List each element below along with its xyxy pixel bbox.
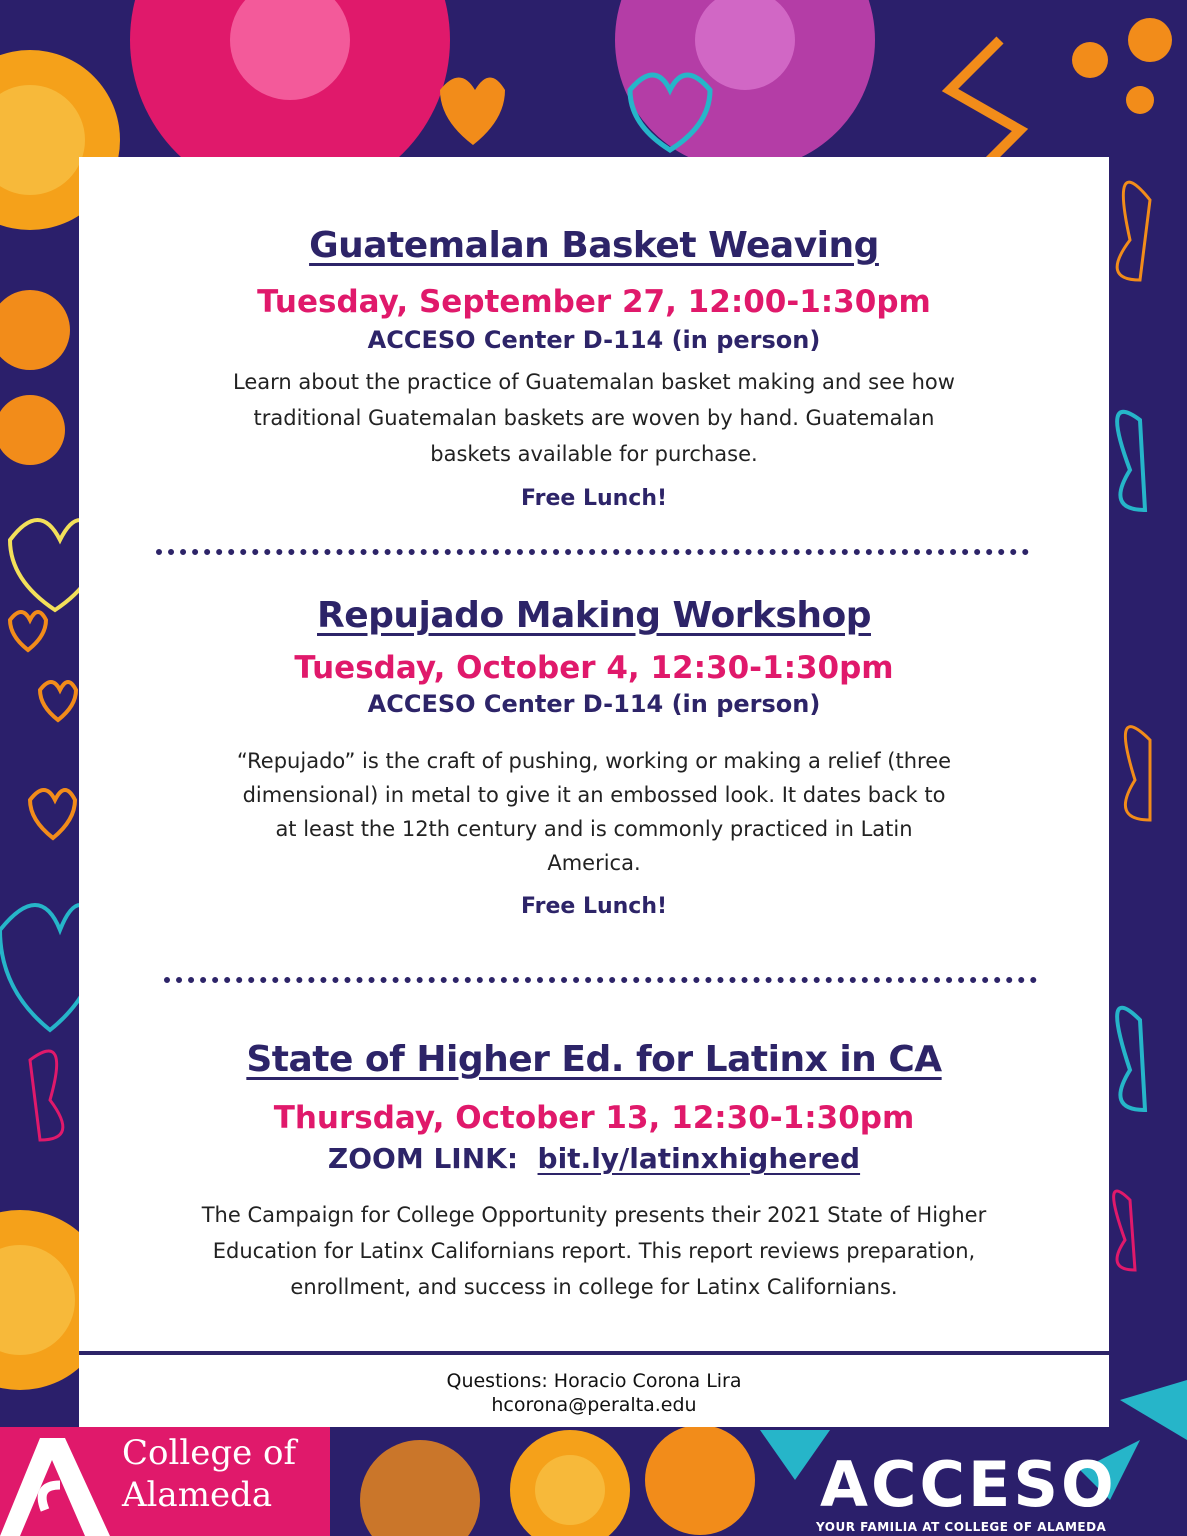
event-description: Learn about the practice of Guatemalan basket making and see how traditional Guatemalan baskets are woven by hand. Guatemalan baskets available for purchase.	[233, 370, 955, 466]
free-lunch-note: Free Lunch!	[520, 894, 668, 919]
acceso-logo: ACCESO	[820, 1448, 1117, 1521]
college-name-line2: Alameda	[122, 1475, 273, 1515]
event-title: Repujado Making Workshop	[317, 595, 871, 636]
event-description: “Repujado” is the craft of pushing, working or making a relief (three dimensional) in metal to give it an embossed look. It dates back to at least the 12th century and is commonly practiced in Latin America.	[236, 749, 952, 875]
contact-info	[79, 1369, 1109, 1417]
event-basket-weaving	[79, 225, 1109, 511]
zoom-link-label: ZOOM LINK:	[327, 1142, 519, 1175]
event-title: Guatemalan Basket Weaving	[309, 225, 879, 266]
footer-rule	[79, 1351, 1109, 1355]
zoom-link-line	[79, 1142, 1109, 1175]
free-lunch-note: Free Lunch!	[520, 486, 668, 511]
acceso-tagline: YOUR FAMILIA AT COLLEGE OF ALAMEDA	[816, 1520, 1107, 1534]
dotted-divider	[164, 977, 1037, 983]
contact-name: Questions: Horacio Corona Lira	[446, 1370, 742, 1392]
event-description: The Campaign for College Opportunity presents their 2021 State of Higher Education for Latinx Californians report. This report reviews preparation, enrollment, and success in college for Latinx Californians.	[201, 1203, 987, 1299]
event-location: ACCESO Center D-114 (in person)	[367, 690, 821, 718]
event-flyer-card	[79, 157, 1109, 1427]
event-date: Tuesday, September 27, 12:00-1:30pm	[257, 284, 931, 320]
event-date: Thursday, October 13, 12:30-1:30pm	[273, 1100, 915, 1136]
event-higher-ed-latinx	[79, 1039, 1109, 1305]
college-name-line1: College of	[122, 1433, 297, 1473]
event-location: ACCESO Center D-114 (in person)	[367, 326, 821, 354]
event-repujado-workshop	[79, 595, 1109, 919]
dotted-divider	[156, 549, 1029, 555]
contact-email[interactable]: hcorona@peralta.edu	[491, 1394, 697, 1416]
zoom-link[interactable]: bit.ly/latinxhighered	[537, 1142, 861, 1175]
college-of-alameda-wordmark	[122, 1432, 296, 1516]
event-title: State of Higher Ed. for Latinx in CA	[246, 1039, 942, 1080]
event-date: Tuesday, October 4, 12:30-1:30pm	[294, 650, 894, 686]
